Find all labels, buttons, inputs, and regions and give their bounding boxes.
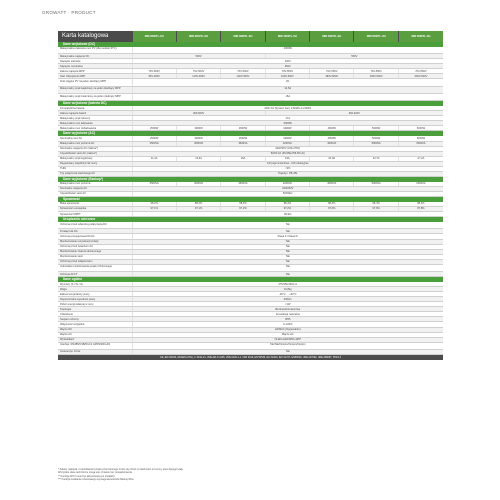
spec-value: 70V-500V [132,69,176,74]
spec-label: Maksymalny prąd wejściowy na jeden śledzący MPP [58,86,132,93]
spec-label: Stał. Obciążenie MPP [58,74,132,79]
spec-label: Napięcie nominalne [58,64,132,69]
spec-value: 98,3% [221,202,265,207]
spec-value: 2/1 [132,79,443,86]
spec-value: 160V-500V [265,74,309,79]
spec-value: Pojedyn. P8+PE [132,171,443,176]
spec-row [58,47,443,54]
spec-label: Waga [58,287,132,292]
spec-value: 3000VA [176,182,220,187]
model-header: MIN 4600TL-XH [310,31,354,42]
spec-label: Maksymalna moc pozorna AC [58,141,132,146]
spec-label: Dopuszczalna wysokość pracy [58,297,132,302]
spec-label: Maksymalny prąd zwarciowy na jeden śledzący MPP [58,93,132,100]
spec-label: Złącze AC [58,332,132,337]
spec-value: 6000VA [398,182,443,187]
spec-label: Monitorowanie zwarcia doziemnego [58,249,132,254]
spec-value: 12,5A [132,86,443,93]
spec-label: Kompatybilna bateria [58,106,132,111]
spec-value: 97,1% [132,207,176,212]
spec-value: Beztransformatorowa [132,307,443,312]
spec-value: 97,6% [310,207,354,212]
spec-label: Topologia [58,307,132,312]
spec-value: 5000VA [354,182,398,187]
spec-value: 70V-550V [310,69,354,74]
spec-value: 3600W [221,126,265,131]
spec-value: 70V-500V [221,69,265,74]
spec-row [58,342,443,349]
spec-value: 375/350/160mm [132,282,443,287]
spec-value: 5000W [354,126,398,131]
spec-value: 19A [265,156,309,161]
spec-value: 3000W [176,126,220,131]
spec-label: Ilość ciągów PV na jeden śledzący MPP [58,79,132,86]
spec-value: 3000VA [176,141,220,146]
spec-value: Tak [132,229,443,234]
spec-value: 97,8% [398,207,443,212]
spec-label: Nominalne napięcie AC [58,186,132,191]
model-header: MIN 4200TL-XH [265,31,309,42]
spec-value: 0,8 pojemnościowo...0,8 indukcyjnie [132,161,443,166]
spec-value: 22,7A [354,156,398,161]
spec-label: Ochrona przepięciowa DC/AC [58,234,132,239]
spec-value: 4000W [132,47,443,54]
footnote: *** Funkcja zasilania rezerwowego wymaga akcesoriów Backup Box. [58,478,135,482]
spec-label: Stopień ochrony [58,317,132,322]
spec-value: 17A [132,116,443,121]
section-title: Urządzenia ochronne [58,217,443,223]
spec-label: Zakres napięcia baterii [58,111,132,116]
spec-value: H4/MC4 (Opcjonalnie) [132,327,443,332]
spec-label: Maksymalne napięcie DC [58,54,132,59]
spec-label: Maksymalna zalecana moc PV (dla modułu STC) [58,47,132,54]
spec-label: Wilgotność względna [58,322,132,327]
spec-value: 4600W [310,136,354,141]
spec-value: Tak [132,272,443,277]
spec-value: 97,2% [265,207,309,212]
model-header: MIN 6000TL-XH [398,31,443,42]
spec-value: -25°C ... +60°C [132,292,443,297]
spec-value: Złącze AC [132,332,443,337]
spec-label: Ochrona przed zwarciem AC [58,244,132,249]
spec-value: 2500VA [132,141,176,146]
spec-label: Monitorowanie rezystancji izolacji [58,239,132,244]
spec-label: Typ połączenia sieciowego AC [58,171,132,176]
spec-value: 10,8kg [132,287,443,292]
spec-label: Nominalna moc AC [58,136,132,141]
footnote: Wszystkie dane techniczne mogą ulec zmianie bez powiadomienia. [58,471,133,475]
spec-value: 2500W [132,136,176,141]
spec-label: Maksymalny prąd roboczy [58,116,132,121]
spec-value: Tak/Tak/Opcjon/Opcjon/Opcjon [132,342,443,349]
spec-label: Sprawność europejska [58,207,132,212]
spec-label: Interfejs: RS485/USB/Wi-Fi/ GPRS/RF/LAN [58,342,132,349]
spec-value: 97,1% [176,207,220,212]
spec-value: 4600VA [310,141,354,146]
spec-value: Tak [132,222,443,229]
spec-value: 95V-450V [132,74,176,79]
model-header: MIN 2500TL-XH [132,31,176,42]
spec-value: 4200W [265,126,309,131]
footnote: ** Funkcja AFCI musi być aktywowana po instalacji. [58,474,116,478]
spec-label: Maksymalna moc rozładowania [58,126,132,131]
spec-value: Tak [132,264,443,271]
spec-label: Pobór energii własnej w nocy [58,302,132,307]
spec-value: 6000VA [398,141,443,146]
spec-value: OLED+LED/WIFI+APP [132,337,443,342]
spec-value: 70V-550V [398,69,443,74]
spec-label: Maksymalny prąd wyjściowy [58,156,132,161]
spec-row [58,79,443,86]
spec-value: 550V [265,54,443,59]
brand-header: GROWATT · PRODUCT [42,10,96,15]
spec-value: 3600VA [221,182,265,187]
model-header: MIN 3600TL-XH [221,31,265,42]
spec-value: 97,6% [354,207,398,212]
spec-value: 4600VA [310,182,354,187]
spec-value: Tak [132,244,443,249]
spec-row [58,264,443,271]
section-title: Dane wejściowe (DC) [58,42,443,47]
section-title: Sprawność [58,196,443,202]
footnotes [58,468,443,482]
spec-label: Częstotliwość sieci AC [58,191,132,196]
spec-value: 2500VA [132,182,176,187]
spec-label: Złącze DC [58,327,132,332]
section-title: Dane wyjściowe (AC) [58,131,443,137]
spec-value: 16A [132,93,443,100]
spec-label: Maks.sprawność [58,202,132,207]
spec-value: 20,9A [310,156,354,161]
header-row [58,31,443,42]
spec-label: Maksymalna moc pozorna [58,182,132,187]
section-title: Dane ogólne [58,277,443,283]
certifications: CE, IEC 62109, AS4426 (UTE), C 10/11-21, VDE-AR-N 4105, VDE 0126-1-1, VFR 2019, EN 50549, IEC 62116, IEC 61727, EN50549, UNE 217002, UNE 206007, PO12.3 [58,354,443,360]
spec-label: Gwarancja: 10 lat [58,349,132,354]
spec-value: 70V-550V [354,69,398,74]
spec-value: 3600W [221,136,265,141]
spec-table [58,31,443,360]
spec-value: 50/60 Hz (45-55Hz/55-65 Hz) [132,151,443,156]
spec-value: 360-400V [265,111,443,116]
spec-value: Klasa II / Klasa III [132,234,443,239]
spec-value: 0~100% [132,322,443,327]
spec-value: 230V-500V [398,74,443,79]
spec-row [58,86,443,93]
spec-value: 13,6A [176,156,220,161]
spec-label: Ochrona przed odwrotną polaryzacją DC [58,222,132,229]
spec-value: 98,4% [354,202,398,207]
spec-value: Tak [132,254,443,259]
spec-value: 4200VA [265,182,309,187]
spec-label: Jednostka monitorowania prądu różnicowego [58,264,132,271]
spec-value: 360V [132,64,443,69]
spec-label: Zakres napięcia MPP [58,69,132,74]
spec-value: 4200W [265,136,309,141]
spec-row [58,93,443,100]
spec-label: Ochrona przed odłączeniem [58,259,132,264]
spec-label: Przełącznik DC [58,229,132,234]
spec-value: 97,2% [221,207,265,212]
spec-value: 110V-450V [176,74,220,79]
spec-value: 6000W [398,136,443,141]
spec-value: 70V-550V [265,69,309,74]
spec-value: 98,4% [265,202,309,207]
spec-value: 3600VA [221,141,265,146]
spec-value: ARK XH (System bat.) 2,5kWh~11,5kWh [132,106,443,111]
spec-label: Zakres temperatury pracy [58,292,132,297]
spec-value: 360-500V [132,111,265,116]
spec-value: 4600W [310,126,354,131]
spec-value: 500V [132,54,265,59]
spec-value: 220/230V (160-276V) [132,146,443,151]
certifications-row [58,354,443,360]
spec-value: 98,4% [398,202,443,207]
spec-label: Wymiary (S / W / G) [58,282,132,287]
spec-value: 5000VA [354,141,398,146]
spec-value: Tak [132,349,443,354]
model-header: MIN 3000TL-XH [176,31,220,42]
spec-value: 100V [132,59,443,64]
spec-label: Nominalne napięcie AC (zakres*) [58,146,132,151]
spec-value: 27,2A [398,156,443,161]
spec-value: <3% [132,166,443,171]
spec-value: Tak [132,259,443,264]
section-title: Dane wejściowe (bateria DC) [58,101,443,107]
spec-label: Częstotliwość sieci AC (zakres*) [58,151,132,156]
spec-label: Sprawność MPPT [58,212,132,217]
spec-label: THDi [58,166,132,171]
spec-value: 98,2% [132,202,176,207]
spec-value: 220/230V [132,186,443,191]
page-title: Karta katalogowa [58,31,132,42]
model-header: MIN 5000TL-XH [354,31,398,42]
spec-label: Wyświetlacz [58,337,132,342]
spec-label: Maksymalna moc ładowania [58,121,132,126]
spec-value: 5000W [354,136,398,141]
spec-value: <1W [132,302,443,307]
spec-value: 2500W [132,126,176,131]
spec-value: 4000m [132,297,443,302]
spec-value: 11,4A [132,156,176,161]
spec-value: 4200VA [265,141,309,146]
spec-label: Napięcie startowe [58,59,132,64]
datasheet [58,31,443,482]
spec-value: IP65 [132,317,443,322]
spec-label: Monitorowanie sieci [58,254,132,259]
spec-value: 6000W [132,121,443,126]
spec-value: 98,4% [310,202,354,207]
spec-value: 195V-500V [354,74,398,79]
spec-value: 70V-500V [176,69,220,74]
spec-value: 3000W [176,136,220,141]
section-title: Dane wyjściowe (Backup*) [58,176,443,182]
spec-value: Tak [132,239,443,244]
spec-value: 50/60Hz [132,191,443,196]
spec-row [58,222,443,229]
spec-value: Tak [132,249,443,254]
spec-label: Chłodzenie [58,312,132,317]
spec-value: 99,9% [132,212,443,217]
spec-value: 16A [221,156,265,161]
spec-value: 98,2% [176,202,220,207]
spec-label: Ochrona AFCI* [58,272,132,277]
footnote: * Zakres napięcia i częstotliwości prądu przemiennego może się różnić w zależności od normy sieci danego kraju. [58,468,184,471]
spec-label: Regulowany współczynnik mocy [58,161,132,166]
spec-value: 6000W [398,126,443,131]
spec-value: 140V-500V [221,74,265,79]
spec-value: Konwekcja naturalna [132,312,443,317]
spec-value: 180V-500V [310,74,354,79]
